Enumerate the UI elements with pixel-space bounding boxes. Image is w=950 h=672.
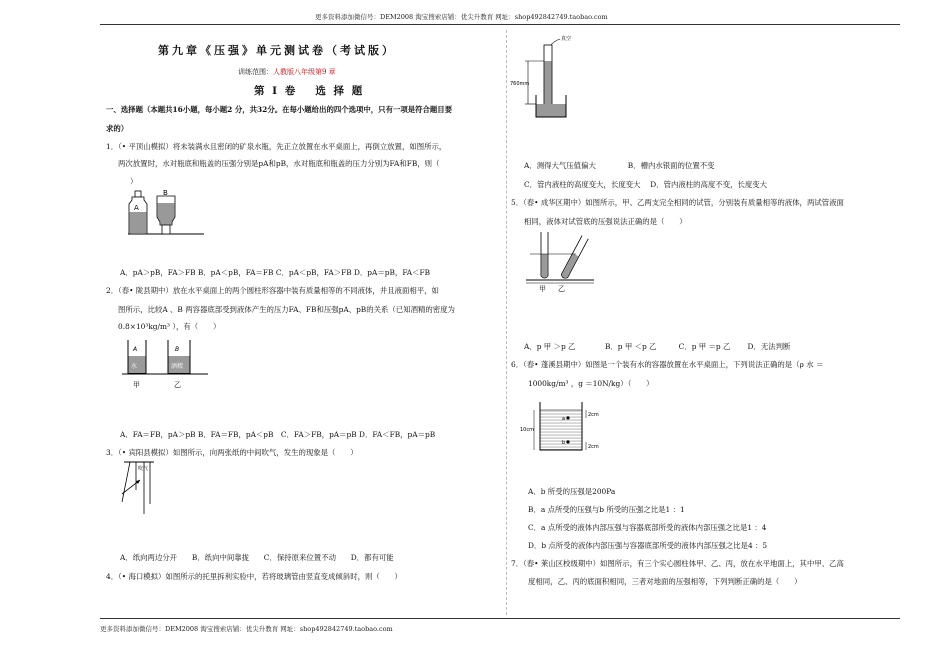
instructions-line-1: 一、选择题（本题共16小题，每小题2 分，共32分。在每小题给出的四个选项中，只有一项是符合题目要: [106, 105, 453, 114]
top-rule: [100, 24, 900, 25]
section-title: 第 Ⅰ 卷 选 择 题: [254, 85, 365, 97]
q3-label-blow: 吹气: [138, 466, 149, 472]
q4-label-vacuum: 真空: [561, 36, 572, 42]
scope-value: 人教版八年级第9 章: [273, 68, 336, 76]
q1-line-1: 1．（• 平顶山模拟）将未装满水且密闭的矿泉水瓶，先正立放置在水平桌面上，再倒立放置，如图所示，: [106, 142, 447, 151]
q7-line-2: 度相同，乙、丙的底面积相同，三者对地面的压强相等，下列判断正确的是（ ）: [528, 577, 802, 586]
q7-line-1: 7．（春• 莱山区校级期中）如图所示，有三个实心圆柱体甲、乙、丙，放在水平地面上，其中甲、乙高: [511, 559, 844, 568]
q6-option-b: B．a 点所受的压强与b 所受的压强之比是1 ：1: [528, 505, 685, 514]
q3-line-1: 3．（• 宾阳县模拟）如图所示，向两张纸的中间吹气，发生的现象是（ ）: [106, 448, 358, 457]
q5-label-jia: 甲: [539, 285, 546, 293]
q4-label-760mm: 760mm: [510, 81, 530, 87]
q5-options: A．p 甲 ＞p 乙 B．p 甲 ＜p 乙 C．p 甲 ＝p 乙 D．无法判断: [524, 342, 791, 351]
q6-option-a: A．b 所受的压强是200Pa: [528, 487, 616, 496]
q2-label-b: B: [175, 346, 180, 353]
scope-label: 训练范围：: [238, 68, 273, 76]
q5-label-yi: 乙: [558, 285, 565, 293]
q6-label-b: b: [562, 440, 566, 446]
q1-label-a: A: [134, 204, 139, 212]
q2-line-2: 图所示，比较A 、B 两容器底部受到液体产生的压力FA、FB和压强pA、pB的关系（已知酒精的密度为: [118, 305, 455, 314]
q4-figure-torricelli: [508, 33, 588, 123]
column-divider: [506, 30, 507, 615]
q6-point-b: [566, 440, 569, 443]
q6-line-1: 6．（春• 蓬溪县期中）如图是一个装有水的容器放置在水平桌面上，下列说法正确的是（ρ 水 ＝: [511, 360, 824, 369]
q2-figure-containers: [120, 338, 210, 394]
q5-figure-tubes: [520, 230, 600, 294]
q1-line-3: ）: [130, 177, 138, 186]
q3-options: A．纸向两边分开 B．纸向中间靠拢 C．保持原来位置不动 D．都有可能: [120, 553, 394, 562]
q2-label-yi: 乙: [174, 381, 181, 389]
q4-options-1: A．测得大气压值偏大 B．槽内水银面的位置不变: [524, 161, 715, 170]
q6-label-a: a: [562, 416, 566, 422]
q6-option-d: D．b 点所受的液体内部压强与容器底部所受的液体内部压强之比是4 ：5: [528, 541, 768, 550]
q4-options-2: C．管内液柱的高度变大，长度变大 D．管内液柱的高度不变，长度变大: [524, 180, 768, 189]
bottom-banner: 更多资料添加微信号：DEM2008 淘宝搜索店铺：优尖升教育 网址：shop492842749.taobao.com: [100, 625, 393, 633]
instructions-line-2: 求的）: [106, 124, 129, 133]
q2-label-jia: 甲: [133, 381, 140, 389]
q2-label-alcohol: 酒精: [171, 363, 184, 370]
exam-title: 第九章《压强》单元测试卷（考试版）: [158, 44, 396, 57]
q6-option-c: C．a 点所受的液体内部压强与容器底部所受的液体内部压强之比是1 ：4: [528, 523, 767, 532]
q3-figure-papers: [120, 460, 170, 516]
q2-line-3: 0.8×10³kg/m³ ），有（ ）: [118, 322, 221, 331]
q2-label-a: A: [133, 346, 138, 353]
q2-options: A．FA＝FB，pA＞pB B．FA＝FB，pA＜pB C．FA＞FB，pA＝pB D．FA＜FB，pA＝pB: [120, 430, 436, 439]
q6-point-a: [566, 416, 569, 419]
q6-label-2cm-top: 2cm: [588, 412, 599, 418]
q1-options: A．pA＞pB，FA＞FB B．pA＜pB，FA＝FB C．pA＜pB，FA＞FB D．pA＝pB，FA＜FB: [120, 268, 431, 277]
q1-line-2: 两次放置时，水对瓶底和瓶盖的压强分别是pA和pB，水对瓶底和瓶盖的压力分别为FA和FB，则（: [118, 159, 440, 168]
q2-line-1: 2．（春• 陇县期中）放在水平桌面上的两个圆柱形容器中装有质量相等的不同液体，并且液面相平，如: [106, 286, 439, 295]
bottom-rule: [100, 618, 900, 619]
q5-line-1: 5．（春• 成华区期中）如图所示，甲、乙两支完全相同的试管，分别装有质量相等的液体，两试管液面: [511, 198, 844, 207]
q1-figure-bottles: [126, 190, 206, 238]
q4-line-1: 4．（• 海口模拟）如图所示的托里拆利实验中，若将玻璃管由竖直变成倾斜时，则（ ）: [106, 572, 402, 581]
q2-label-water: 水: [131, 363, 138, 370]
training-scope: [238, 67, 336, 77]
q1-label-b: B: [163, 190, 168, 197]
top-banner: 更多资料添加微信号：DEM2008 淘宝搜索店铺：优尖升教育 网址：shop492842749.taobao.com: [315, 13, 608, 21]
q6-line-2: 1000kg/m³ ，g ＝10N/kg）（ ）: [528, 379, 654, 388]
q6-label-10cm: 10cm: [520, 427, 534, 433]
q6-label-2cm-bottom: 2cm: [588, 444, 599, 450]
q5-line-2: 相同，液体对试管底的压强说法正确的是（ ）: [524, 217, 687, 226]
q6-figure-container: [520, 398, 610, 456]
